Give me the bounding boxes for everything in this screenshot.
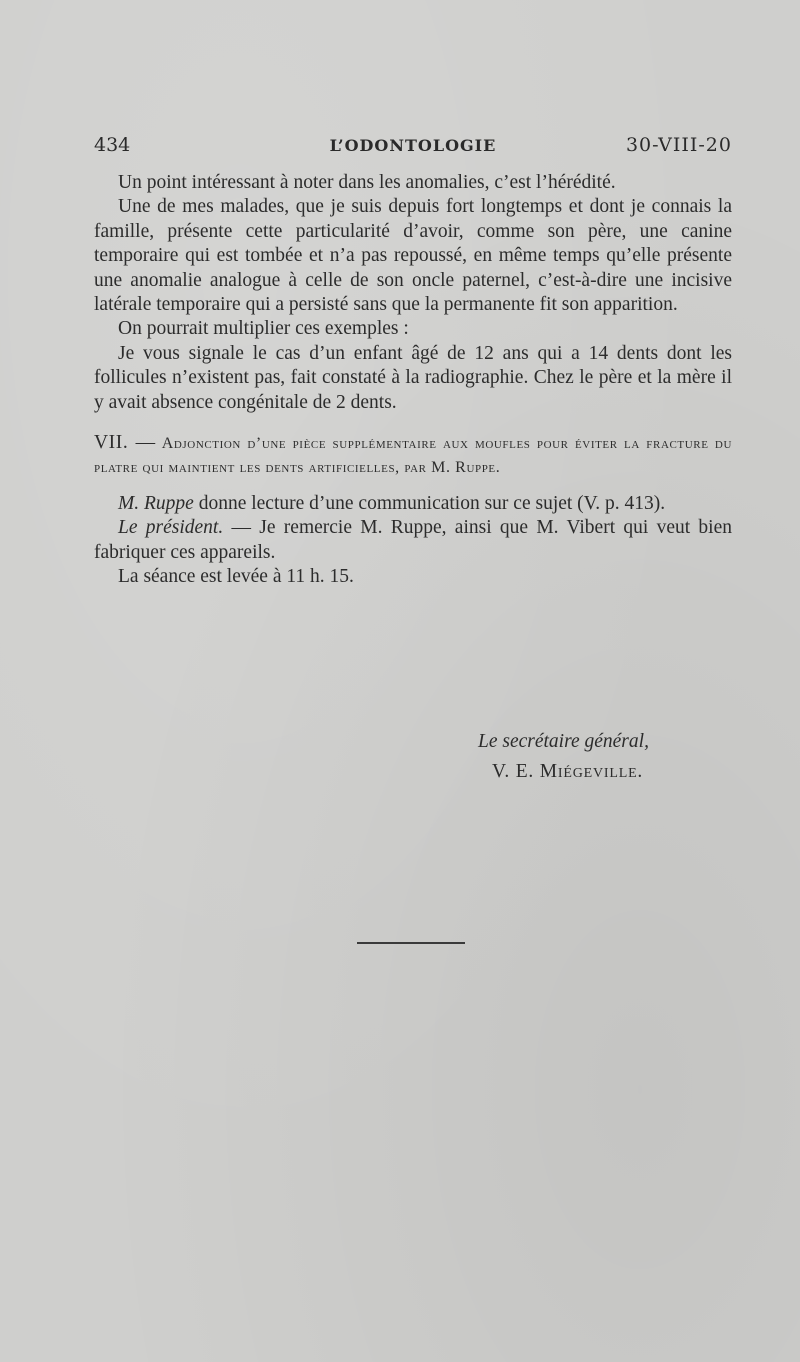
president-text: — Je remercie M. Ruppe, ainsi que M. Vibert qui veut bien fabriquer ces appareils. <box>94 517 732 563</box>
signature-title: Le secrétaire général, <box>478 731 649 752</box>
end-rule <box>357 942 465 944</box>
paragraph-communication <box>94 492 732 516</box>
running-header <box>94 134 732 160</box>
paragraph-examples: On pourrait multiplier ces exemples : <box>118 318 409 340</box>
speaker-name: M. Ruppe <box>118 493 194 515</box>
section-number: VII. — <box>94 432 156 454</box>
paragraph-patient-case: Une de mes malades, que je suis depuis fort longtemps et dont je connais la famille, présente cette particularité d’avoir, comme son père, une canine temporaire qui est tombée et n’a pas repoussé, en même temps qu’elle présente une anomalie analogue à celle de son oncle paternel, c’est-à-dire une incisive latérale temporaire qui a persisté sans que la permanente fit son apparition. <box>94 196 732 316</box>
signature-name: V. E. Miégeville. <box>492 761 644 782</box>
president-label: Le président. <box>118 517 224 539</box>
communication-text: donne lecture d’une communication sur ce sujet (V. p. 413). <box>193 493 666 515</box>
section-heading <box>94 431 732 480</box>
paragraph-president <box>94 516 732 565</box>
signature-block <box>94 727 732 787</box>
page-number: 434 <box>94 134 131 156</box>
paragraph-heredity: Un point intéressant à noter dans les anomalies, c’est l’hérédité. <box>118 172 616 193</box>
journal-title: L’ODONTOLOGIE <box>329 136 497 155</box>
body-text <box>94 171 732 590</box>
section-title: Adjonction d’une pièce supplémentaire aux moufles pour éviter la fracture du platre qui maintient les dents artificielles, par M. Ruppe. <box>94 435 732 477</box>
issue-date: 30-VIII-20 <box>625 134 732 156</box>
paragraph-closing: La séance est levée à 11 h. 15. <box>118 566 354 588</box>
paragraph-child-case: Je vous signale le cas d’un enfant âgé de 12 ans qui a 14 dents dont les follicules n’existent pas, fait constaté à la radiographie. Chez le père et la mère il y avait absence congénitale de 2 dents. <box>94 342 732 413</box>
